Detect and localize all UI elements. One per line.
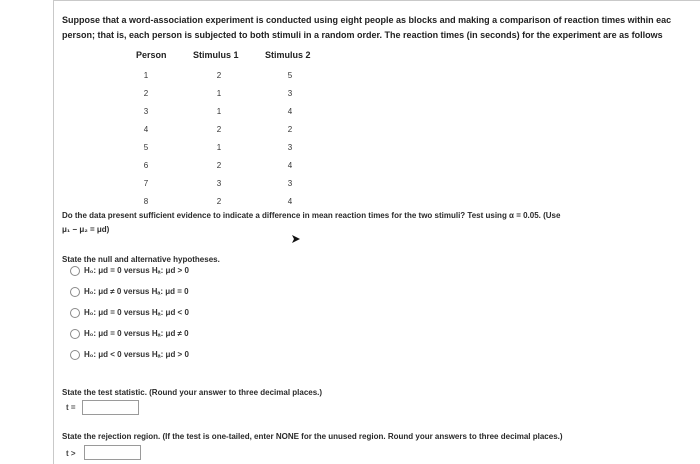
cell-stimulus-2: 4 bbox=[287, 161, 293, 170]
option-label[interactable]: H₀: μd = 0 versus Hₐ: μd > 0 bbox=[84, 266, 189, 275]
hypotheses-prompt: State the null and alternative hypotheses. bbox=[62, 255, 220, 264]
rejection-region-prefix: t > bbox=[66, 449, 76, 458]
cell-person: 3 bbox=[143, 107, 149, 116]
test-statistic-input[interactable] bbox=[82, 400, 139, 415]
cell-person: 4 bbox=[143, 125, 149, 134]
cell-person: 5 bbox=[143, 143, 149, 152]
option-label[interactable]: H₀: μd < 0 versus Hₐ: μd > 0 bbox=[84, 350, 189, 359]
mouse-cursor-icon bbox=[291, 234, 301, 244]
cell-person: 7 bbox=[143, 179, 149, 188]
cell-person: 2 bbox=[143, 89, 149, 98]
cell-stimulus-1: 1 bbox=[216, 89, 222, 98]
question-notation: μ₁ − μ₂ = μd) bbox=[62, 225, 110, 234]
cell-stimulus-1: 2 bbox=[216, 125, 222, 134]
option-label[interactable]: H₀: μd = 0 versus Hₐ: μd ≠ 0 bbox=[84, 329, 189, 338]
rejection-region-input[interactable] bbox=[84, 445, 141, 460]
cell-stimulus-1: 2 bbox=[216, 161, 222, 170]
intro-line-1: Suppose that a word-association experiment is conducted using eight people as blocks and making a comparison of reaction times within eac bbox=[62, 15, 672, 25]
cell-stimulus-1: 1 bbox=[216, 107, 222, 116]
cell-stimulus-2: 4 bbox=[287, 107, 293, 116]
radio-option[interactable] bbox=[70, 287, 80, 297]
option-label[interactable]: H₀: μd ≠ 0 versus Hₐ: μd = 0 bbox=[84, 287, 189, 296]
test-statistic-prompt: State the test statistic. (Round your answer to three decimal places.) bbox=[62, 388, 323, 397]
cell-stimulus-2: 5 bbox=[287, 71, 293, 80]
cell-stimulus-2: 4 bbox=[287, 197, 293, 206]
radio-option[interactable] bbox=[70, 329, 80, 339]
cell-stimulus-2: 3 bbox=[287, 179, 293, 188]
cell-stimulus-1: 3 bbox=[216, 179, 222, 188]
radio-option[interactable] bbox=[70, 266, 80, 276]
header-person: Person bbox=[136, 50, 167, 60]
radio-option[interactable] bbox=[70, 350, 80, 360]
problem-intro bbox=[62, 13, 698, 43]
option-label[interactable]: H₀: μd = 0 versus Hₐ: μd < 0 bbox=[84, 308, 189, 317]
cell-person: 6 bbox=[143, 161, 149, 170]
cell-person: 8 bbox=[143, 197, 149, 206]
header-stimulus-2: Stimulus 2 bbox=[265, 50, 311, 60]
header-stimulus-1: Stimulus 1 bbox=[193, 50, 239, 60]
cell-stimulus-2: 3 bbox=[287, 143, 293, 152]
cell-stimulus-2: 3 bbox=[287, 89, 293, 98]
cell-person: 1 bbox=[143, 71, 149, 80]
cell-stimulus-1: 2 bbox=[216, 197, 222, 206]
cell-stimulus-1: 2 bbox=[216, 71, 222, 80]
cell-stimulus-2: 2 bbox=[287, 125, 293, 134]
test-statistic-prefix: t = bbox=[66, 403, 76, 412]
rejection-region-prompt: State the rejection region. (If the test is one-tailed, enter NONE for the unused region. Round your answers to three decimal places.) bbox=[62, 432, 563, 441]
radio-option[interactable] bbox=[70, 308, 80, 318]
question-text: Do the data present sufficient evidence to indicate a difference in mean reaction times for the two stimuli? Test using α = 0.05. (Use bbox=[62, 211, 561, 220]
cell-stimulus-1: 1 bbox=[216, 143, 222, 152]
intro-line-2: person; that is, each person is subjected to both stimuli in a random order. The reaction times (in seconds) for the experiment are as follows bbox=[62, 30, 663, 40]
